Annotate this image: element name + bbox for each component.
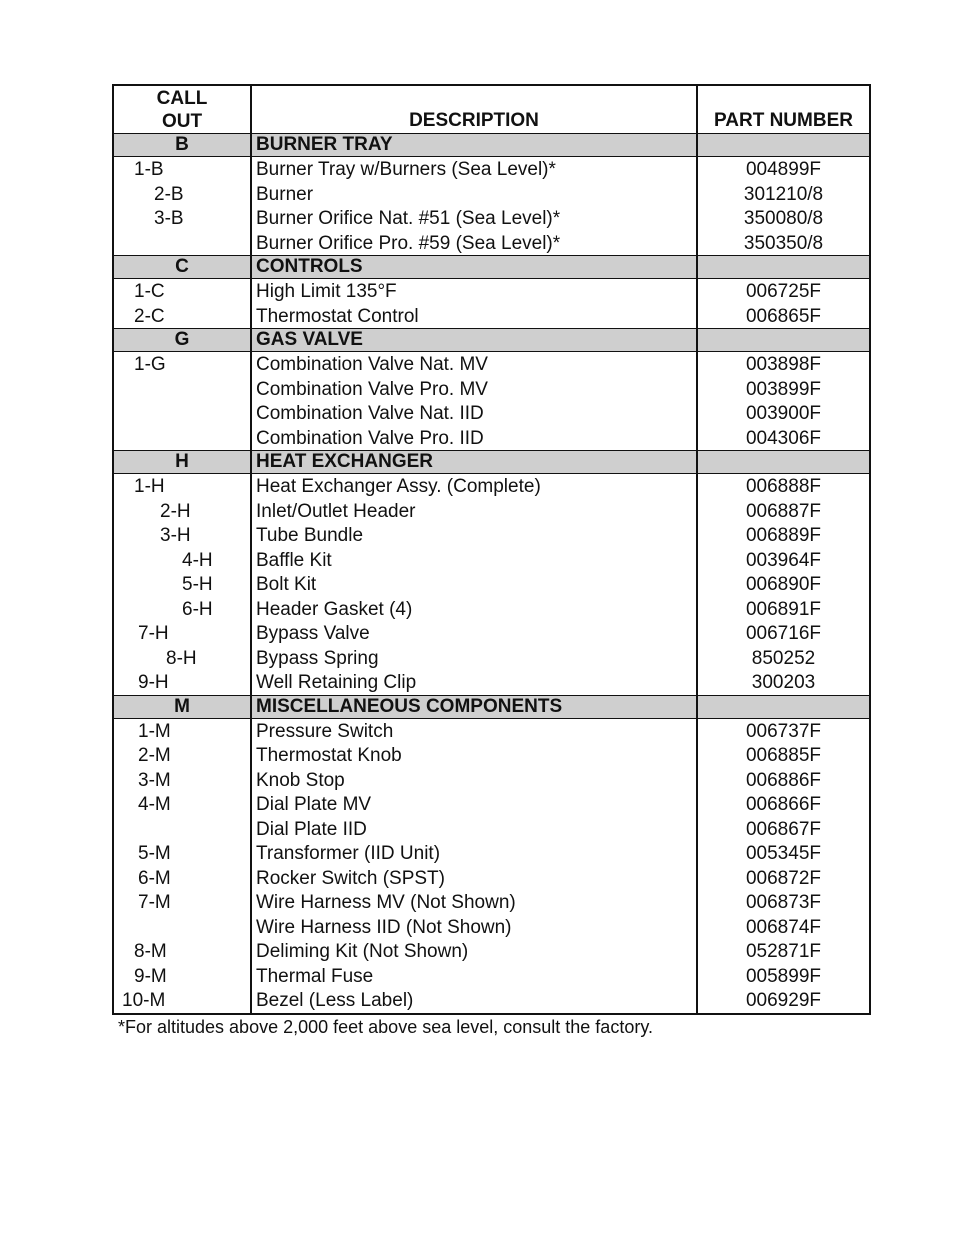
table-row <box>114 646 869 671</box>
callout-cell: 6-H <box>114 597 252 622</box>
table-row <box>114 474 869 499</box>
part-number-cell: 006886F <box>745 769 821 791</box>
table-row <box>114 866 869 891</box>
table-row <box>114 231 869 256</box>
description-cell: Header Gasket (4) <box>252 597 698 622</box>
description-cell: Burner Orifice Nat. #51 (Sea Level)* <box>252 206 698 231</box>
table-row <box>114 890 869 915</box>
table-row <box>114 719 869 744</box>
description-cell: Bolt Kit <box>252 572 698 597</box>
callout-cell: 1-B <box>114 157 252 182</box>
table-row <box>114 572 869 597</box>
callout-cell: 6-M <box>114 866 252 891</box>
part-number-cell: 005899F <box>745 965 821 987</box>
section-header-row <box>114 451 869 474</box>
description-cell: Bypass Spring <box>252 646 698 671</box>
description-cell: Thermostat Control <box>252 304 698 329</box>
table-row <box>114 988 869 1013</box>
callout-header-line1: CALL <box>156 87 208 109</box>
section-title: BURNER TRAY <box>252 134 698 156</box>
table-row <box>114 621 869 646</box>
callout-column-header <box>114 86 252 133</box>
table-row <box>114 401 869 426</box>
table-row <box>114 792 869 817</box>
table-row <box>114 964 869 989</box>
section-code: B <box>114 134 252 156</box>
callout-cell: 1-M <box>114 719 252 744</box>
description-column-header: DESCRIPTION <box>252 86 698 133</box>
callout-cell <box>114 915 252 940</box>
part-number-cell: 052871F <box>745 941 821 962</box>
section-part-cell <box>698 134 869 156</box>
part-number-cell: 004306F <box>745 427 821 449</box>
part-number-cell: 006890F <box>745 574 821 595</box>
description-cell: Wire Harness MV (Not Shown) <box>252 890 698 915</box>
callout-cell: 3-H <box>114 523 252 548</box>
callout-cell <box>114 817 252 842</box>
section-part-cell <box>698 451 869 473</box>
section-body <box>114 352 869 451</box>
description-cell: Burner Tray w/Burners (Sea Level)* <box>252 157 698 182</box>
part-number-cell: 006889F <box>745 525 821 546</box>
description-cell: Rocker Switch (SPST) <box>252 866 698 891</box>
table-row <box>114 352 869 377</box>
footnote: *For altitudes above 2,000 feet above sea level, consult the factory. <box>118 1017 653 1037</box>
section-code: M <box>114 696 252 718</box>
callout-cell: 10-M <box>114 988 252 1013</box>
table-row <box>114 182 869 207</box>
part-number-cell: 003900F <box>745 403 821 424</box>
callout-cell: 2-H <box>114 499 252 524</box>
section-code: H <box>114 451 252 473</box>
description-cell: Burner <box>252 182 698 207</box>
section-code: C <box>114 256 252 278</box>
section-title: MISCELLANEOUS COMPONENTS <box>252 696 698 718</box>
table-row <box>114 206 869 231</box>
callout-cell <box>114 231 252 256</box>
part-number-cell: 006873F <box>745 892 821 913</box>
description-cell: Tube Bundle <box>252 523 698 548</box>
description-cell: Wire Harness IID (Not Shown) <box>252 915 698 940</box>
callout-cell: 7-M <box>114 890 252 915</box>
description-cell: Thermostat Knob <box>252 743 698 768</box>
callout-cell: 4-H <box>114 548 252 573</box>
part-number-cell: 006865F <box>745 305 821 327</box>
part-number-cell: 006866F <box>745 794 821 815</box>
part-number-cell: 006874F <box>745 916 821 938</box>
table-row <box>114 304 869 329</box>
section-header-row <box>114 256 869 279</box>
section-body <box>114 157 869 256</box>
table-row <box>114 499 869 524</box>
description-cell: Bezel (Less Label) <box>252 988 698 1013</box>
part-number-cell: 006929F <box>745 990 821 1011</box>
table-row <box>114 597 869 622</box>
callout-cell: 2-B <box>114 182 252 207</box>
section-title: CONTROLS <box>252 256 698 278</box>
section-part-cell <box>698 256 869 278</box>
description-cell: Heat Exchanger Assy. (Complete) <box>252 474 698 499</box>
section-code: G <box>114 329 252 351</box>
description-cell: Thermal Fuse <box>252 964 698 989</box>
description-cell: Combination Valve Pro. IID <box>252 426 698 451</box>
description-cell: Transformer (IID Unit) <box>252 841 698 866</box>
callout-cell: 5-H <box>114 572 252 597</box>
table-header-row <box>114 86 869 134</box>
description-cell: Bypass Valve <box>252 621 698 646</box>
callout-cell: 7-H <box>114 621 252 646</box>
callout-cell: 9-M <box>114 964 252 989</box>
section-body <box>114 719 869 1013</box>
table-row <box>114 548 869 573</box>
callout-cell: 2-M <box>114 743 252 768</box>
callout-cell: 8-H <box>114 646 252 671</box>
description-cell: Knob Stop <box>252 768 698 793</box>
description-cell: Inlet/Outlet Header <box>252 499 698 524</box>
table-row <box>114 743 869 768</box>
description-cell: Dial Plate IID <box>252 817 698 842</box>
description-cell: Burner Orifice Pro. #59 (Sea Level)* <box>252 231 698 256</box>
part-number-cell: 006891F <box>745 598 821 620</box>
part-number-cell: 006867F <box>745 818 821 840</box>
part-number-cell: 850252 <box>751 647 816 669</box>
part-number-cell: 005345F <box>745 843 821 864</box>
section-header-row <box>114 134 869 157</box>
section-title: HEAT EXCHANGER <box>252 451 698 473</box>
part-number-cell: 350350/8 <box>743 232 824 254</box>
table-row <box>114 817 869 842</box>
section-header-row <box>114 696 869 719</box>
description-cell: High Limit 135°F <box>252 279 698 304</box>
callout-cell <box>114 377 252 402</box>
table-row <box>114 768 869 793</box>
table-body <box>114 134 869 1013</box>
parts-table <box>112 84 871 1015</box>
table-row <box>114 915 869 940</box>
description-cell: Combination Valve Nat. IID <box>252 401 698 426</box>
callout-cell: 1-H <box>114 474 252 499</box>
callout-cell: 1-C <box>114 279 252 304</box>
table-row <box>114 157 869 182</box>
part-number-cell: 350080/8 <box>743 208 824 229</box>
callout-cell: 9-H <box>114 670 252 695</box>
callout-cell <box>114 401 252 426</box>
section-body <box>114 279 869 329</box>
table-row <box>114 523 869 548</box>
description-cell: Combination Valve Nat. MV <box>252 352 698 377</box>
callout-cell: 4-M <box>114 792 252 817</box>
part-number-cell: 004899F <box>745 159 821 180</box>
part-number-cell: 006887F <box>745 500 821 522</box>
callout-cell: 5-M <box>114 841 252 866</box>
table-row <box>114 841 869 866</box>
part-number-cell: 006725F <box>745 281 821 302</box>
description-cell: Combination Valve Pro. MV <box>252 377 698 402</box>
part-number-cell: 301210/8 <box>743 183 824 205</box>
part-number-cell: 300203 <box>751 672 816 693</box>
part-number-column-header: PART NUMBER <box>714 110 853 131</box>
description-cell: Baffle Kit <box>252 548 698 573</box>
callout-cell: 3-B <box>114 206 252 231</box>
description-cell: Dial Plate MV <box>252 792 698 817</box>
section-header-row <box>114 329 869 352</box>
description-cell: Deliming Kit (Not Shown) <box>252 939 698 964</box>
callout-cell: 8-M <box>114 939 252 964</box>
part-number-cell: 006885F <box>745 745 821 766</box>
description-cell: Well Retaining Clip <box>252 670 698 695</box>
part-number-cell: 003899F <box>745 378 821 400</box>
table-row <box>114 670 869 695</box>
description-cell: Pressure Switch <box>252 719 698 744</box>
part-number-cell: 006716F <box>745 623 821 644</box>
table-row <box>114 426 869 451</box>
part-number-cell: 006872F <box>745 867 821 889</box>
table-row <box>114 377 869 402</box>
callout-cell: 2-C <box>114 304 252 329</box>
callout-cell: 1-G <box>114 352 252 377</box>
part-number-cell: 006888F <box>745 476 821 497</box>
part-number-cell: 003898F <box>745 354 821 375</box>
callout-cell: 3-M <box>114 768 252 793</box>
callout-header-line2: OUT <box>161 110 203 132</box>
part-number-cell: 006737F <box>745 720 821 742</box>
section-body <box>114 474 869 696</box>
section-part-cell <box>698 696 869 718</box>
table-row <box>114 939 869 964</box>
section-title: GAS VALVE <box>252 329 698 351</box>
callout-cell <box>114 426 252 451</box>
section-part-cell <box>698 329 869 351</box>
table-row <box>114 279 869 304</box>
part-number-cell: 003964F <box>745 549 821 571</box>
